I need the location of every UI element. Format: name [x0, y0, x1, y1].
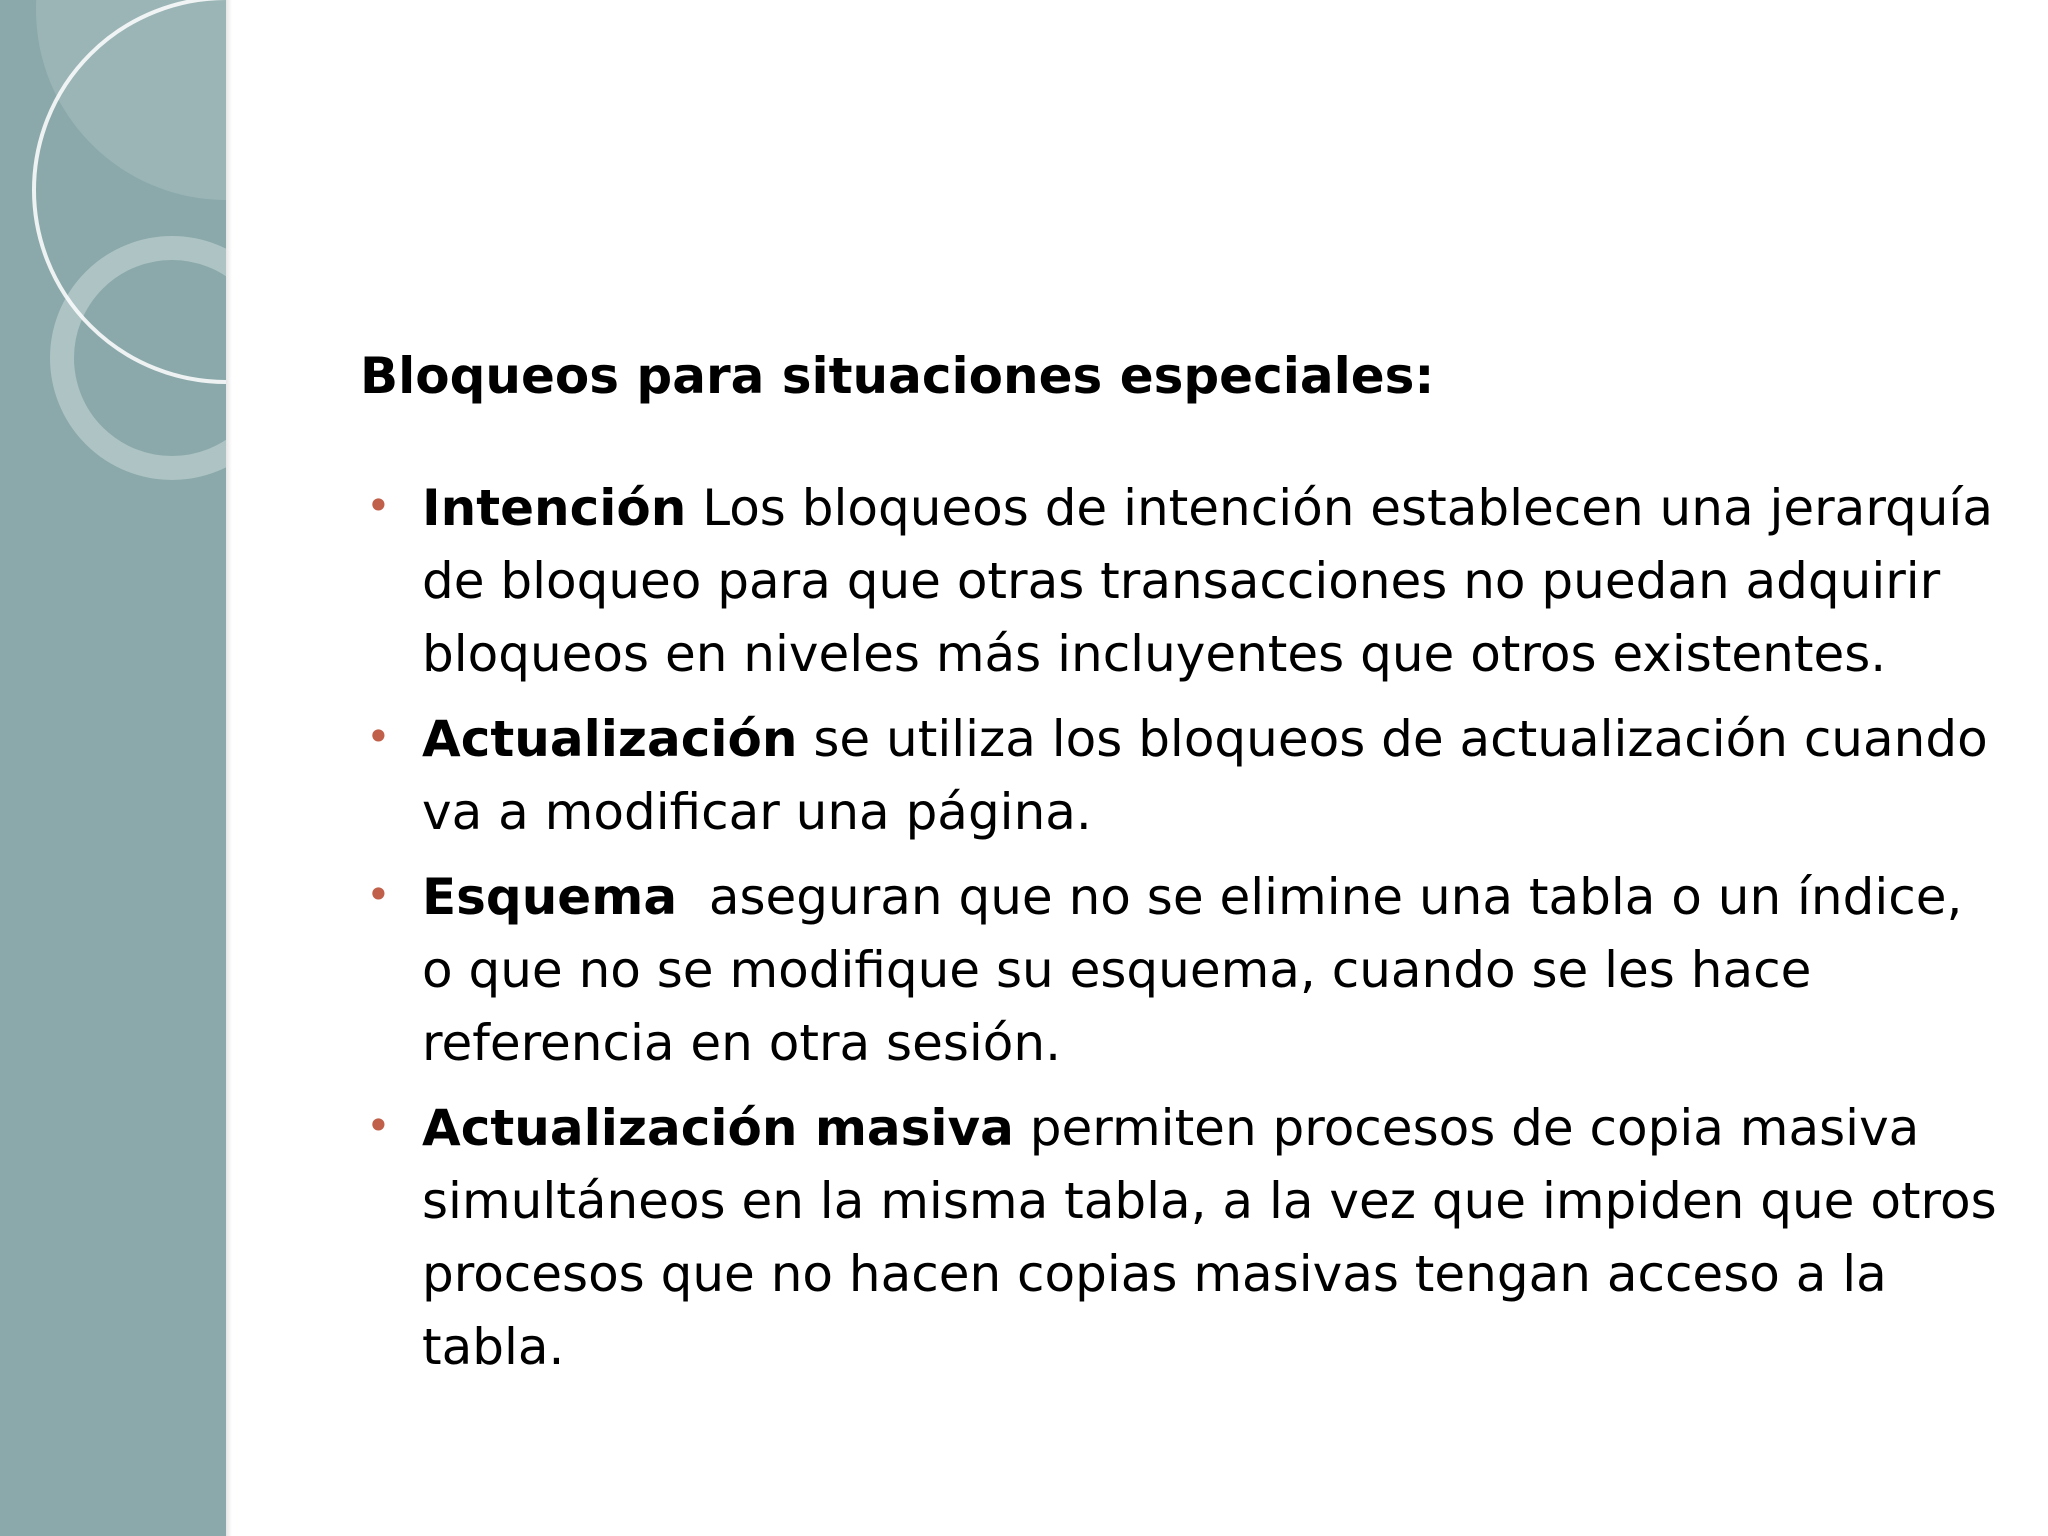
- bullet-dot-icon: •: [366, 712, 391, 761]
- bullet-term: Intención: [422, 479, 687, 537]
- list-item: [360, 861, 2000, 1080]
- bullet-text: permiten procesos de copia masiva simultáneos en la misma tabla, a la vez que impiden que otros procesos que no hacen copias masivas tengan acceso a la tabla.: [422, 1099, 1997, 1376]
- bullet-text: se utiliza los bloqueos de actualización cuando va a modificar una página.: [422, 710, 1988, 841]
- bullet-dot-icon: •: [366, 1101, 391, 1150]
- bullet-dot-icon: •: [366, 870, 391, 919]
- bullet-dot-icon: •: [366, 481, 391, 530]
- panel-shadow: [226, 0, 232, 1536]
- bullet-term: Esquema: [422, 868, 678, 926]
- slide-content: [360, 340, 2000, 1396]
- list-item: [360, 703, 2000, 849]
- bullet-text: Los bloqueos de intención establecen una jerarquía de bloqueo para que otras transacciones no puedan adquirir bloqueos en niveles más incluyentes que otros existentes.: [422, 479, 1993, 683]
- bullet-term: Actualización: [422, 710, 798, 768]
- bullet-text: aseguran que no se elimine una tabla o un índice, o que no se modifique su esquema, cuando se les hace referencia en otra sesión.: [422, 868, 1979, 1072]
- decorative-side-panel: [0, 0, 226, 1536]
- bullet-term: Actualización masiva: [422, 1099, 1014, 1157]
- list-item: [360, 1092, 2000, 1384]
- slide-heading: Bloqueos para situaciones especiales:: [360, 347, 1435, 405]
- list-item: [360, 472, 2000, 691]
- decorative-circles-icon: [0, 0, 226, 1536]
- bullet-list: [360, 472, 2000, 1384]
